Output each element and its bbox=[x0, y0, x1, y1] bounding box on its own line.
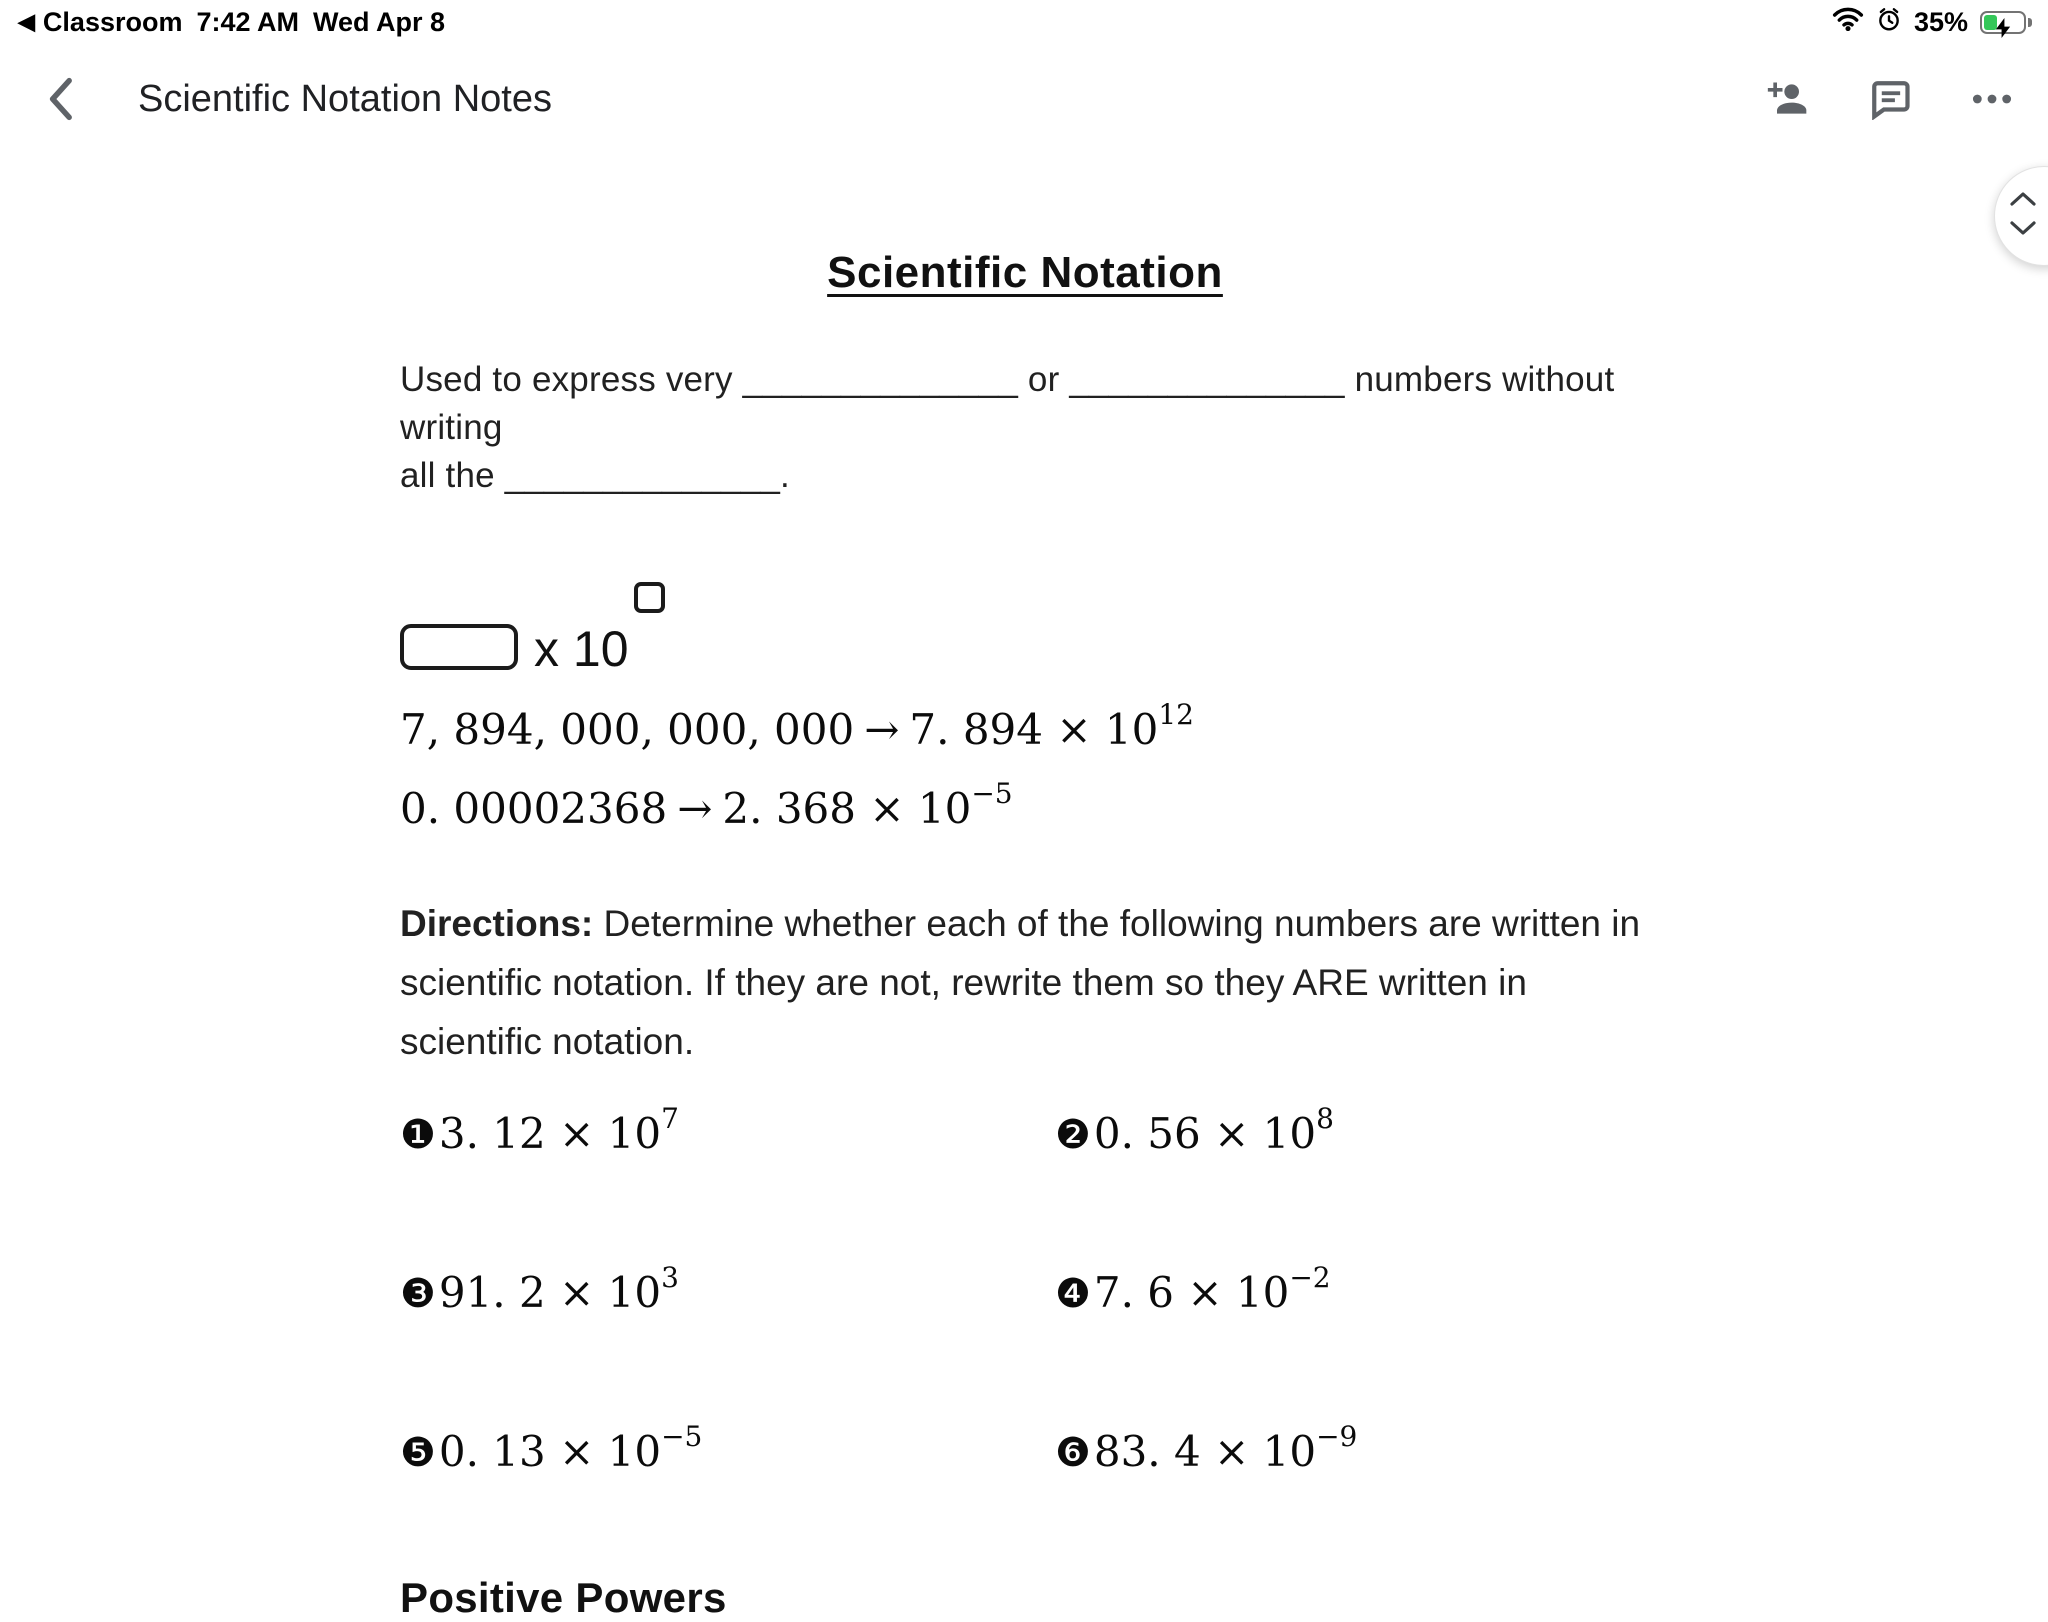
alarm-icon bbox=[1876, 6, 1902, 39]
problem-5 bbox=[400, 1421, 1055, 1488]
status-date: Wed Apr 8 bbox=[313, 6, 446, 37]
page-title: Scientific Notation Notes bbox=[138, 77, 552, 120]
problem-grid bbox=[400, 1103, 1650, 1488]
problem-4 bbox=[1055, 1262, 1650, 1329]
intro-paragraph bbox=[400, 356, 1650, 500]
exponent-blank-box bbox=[634, 582, 665, 613]
chevron-up-icon[interactable] bbox=[2009, 191, 2037, 212]
status-time: 7:42 AM bbox=[196, 6, 300, 37]
problem-exponent: −5 bbox=[661, 1420, 703, 1453]
problem-number-badge: ❹ bbox=[1055, 1271, 1091, 1317]
example-exponent: −5 bbox=[971, 777, 1013, 810]
times-ten-label: x 10 bbox=[534, 621, 629, 677]
problem-number-badge: ❻ bbox=[1055, 1430, 1091, 1476]
example-rhs: 2. 368 × 10 bbox=[722, 784, 972, 833]
arrow-icon: → bbox=[677, 784, 713, 833]
intro-line-2: all the ______________. bbox=[400, 456, 790, 495]
example-line bbox=[400, 779, 1650, 844]
problem-exponent: −9 bbox=[1316, 1420, 1358, 1453]
arrow-icon: → bbox=[864, 705, 900, 754]
status-app-name[interactable]: Classroom bbox=[42, 6, 183, 37]
intro-line-1: Used to express very ______________ or ______________ numbers without writing bbox=[400, 360, 1615, 447]
status-left bbox=[18, 7, 445, 38]
problem-expression: 83. 4 × 10 bbox=[1093, 1427, 1317, 1476]
status-right bbox=[1832, 6, 2032, 39]
more-options-icon[interactable] bbox=[1970, 77, 2014, 121]
directions-text: Determine whether each of the following numbers are written in scientific notation. If they are not, rewrite them so they ARE written in scientific notation. bbox=[400, 903, 1641, 1062]
status-bar bbox=[0, 0, 2048, 44]
problem-expression: 0. 13 × 10 bbox=[438, 1427, 662, 1476]
example-exponent: 12 bbox=[1158, 698, 1194, 731]
problem-expression: 7. 6 × 10 bbox=[1093, 1268, 1290, 1317]
problem-expression: 3. 12 × 10 bbox=[438, 1109, 662, 1158]
document-title: Scientific Notation bbox=[827, 248, 1223, 297]
add-person-icon[interactable] bbox=[1766, 77, 1810, 121]
example-lhs: 0. 00002368 bbox=[400, 784, 668, 833]
problem-6 bbox=[1055, 1421, 1650, 1488]
problem-expression: 0. 56 × 10 bbox=[1093, 1109, 1317, 1158]
problem-number-badge: ❺ bbox=[400, 1430, 436, 1476]
back-button[interactable] bbox=[38, 77, 82, 121]
wifi-icon bbox=[1832, 7, 1864, 38]
problem-number-badge: ❸ bbox=[400, 1271, 436, 1317]
chevron-down-icon[interactable] bbox=[2009, 220, 2037, 241]
problem-3 bbox=[400, 1262, 1055, 1329]
examples bbox=[400, 700, 1650, 844]
problem-exponent: 7 bbox=[661, 1102, 679, 1135]
example-rhs: 7. 894 × 10 bbox=[909, 705, 1159, 754]
problem-number-badge: ❶ bbox=[400, 1112, 436, 1158]
directions-label: Directions: bbox=[400, 903, 594, 944]
battery-percent: 35% bbox=[1913, 6, 1968, 37]
scientific-notation-formula bbox=[400, 592, 1650, 676]
problem-number-badge: ❷ bbox=[1055, 1112, 1091, 1158]
nav-bar bbox=[0, 44, 2048, 154]
problem-exponent: −2 bbox=[1289, 1261, 1331, 1294]
example-lhs: 7, 894, 000, 000, 000 bbox=[400, 705, 855, 754]
problem-1 bbox=[400, 1103, 1055, 1170]
back-to-app-icon[interactable]: ◀ bbox=[18, 9, 35, 34]
problem-exponent: 3 bbox=[661, 1261, 679, 1294]
problem-expression: 91. 2 × 10 bbox=[438, 1268, 662, 1317]
document-body bbox=[400, 248, 1650, 1622]
coefficient-blank-box bbox=[400, 624, 518, 670]
problem-2 bbox=[1055, 1103, 1650, 1170]
nav-actions bbox=[1766, 44, 2014, 154]
scroll-widget[interactable] bbox=[1994, 166, 2048, 266]
problem-exponent: 8 bbox=[1316, 1102, 1334, 1135]
example-line bbox=[400, 700, 1650, 765]
directions-paragraph bbox=[400, 894, 1650, 1071]
battery-icon bbox=[1980, 11, 2032, 34]
comments-icon[interactable] bbox=[1868, 77, 1912, 121]
section-heading-positive-powers: Positive Powers bbox=[400, 1574, 727, 1621]
